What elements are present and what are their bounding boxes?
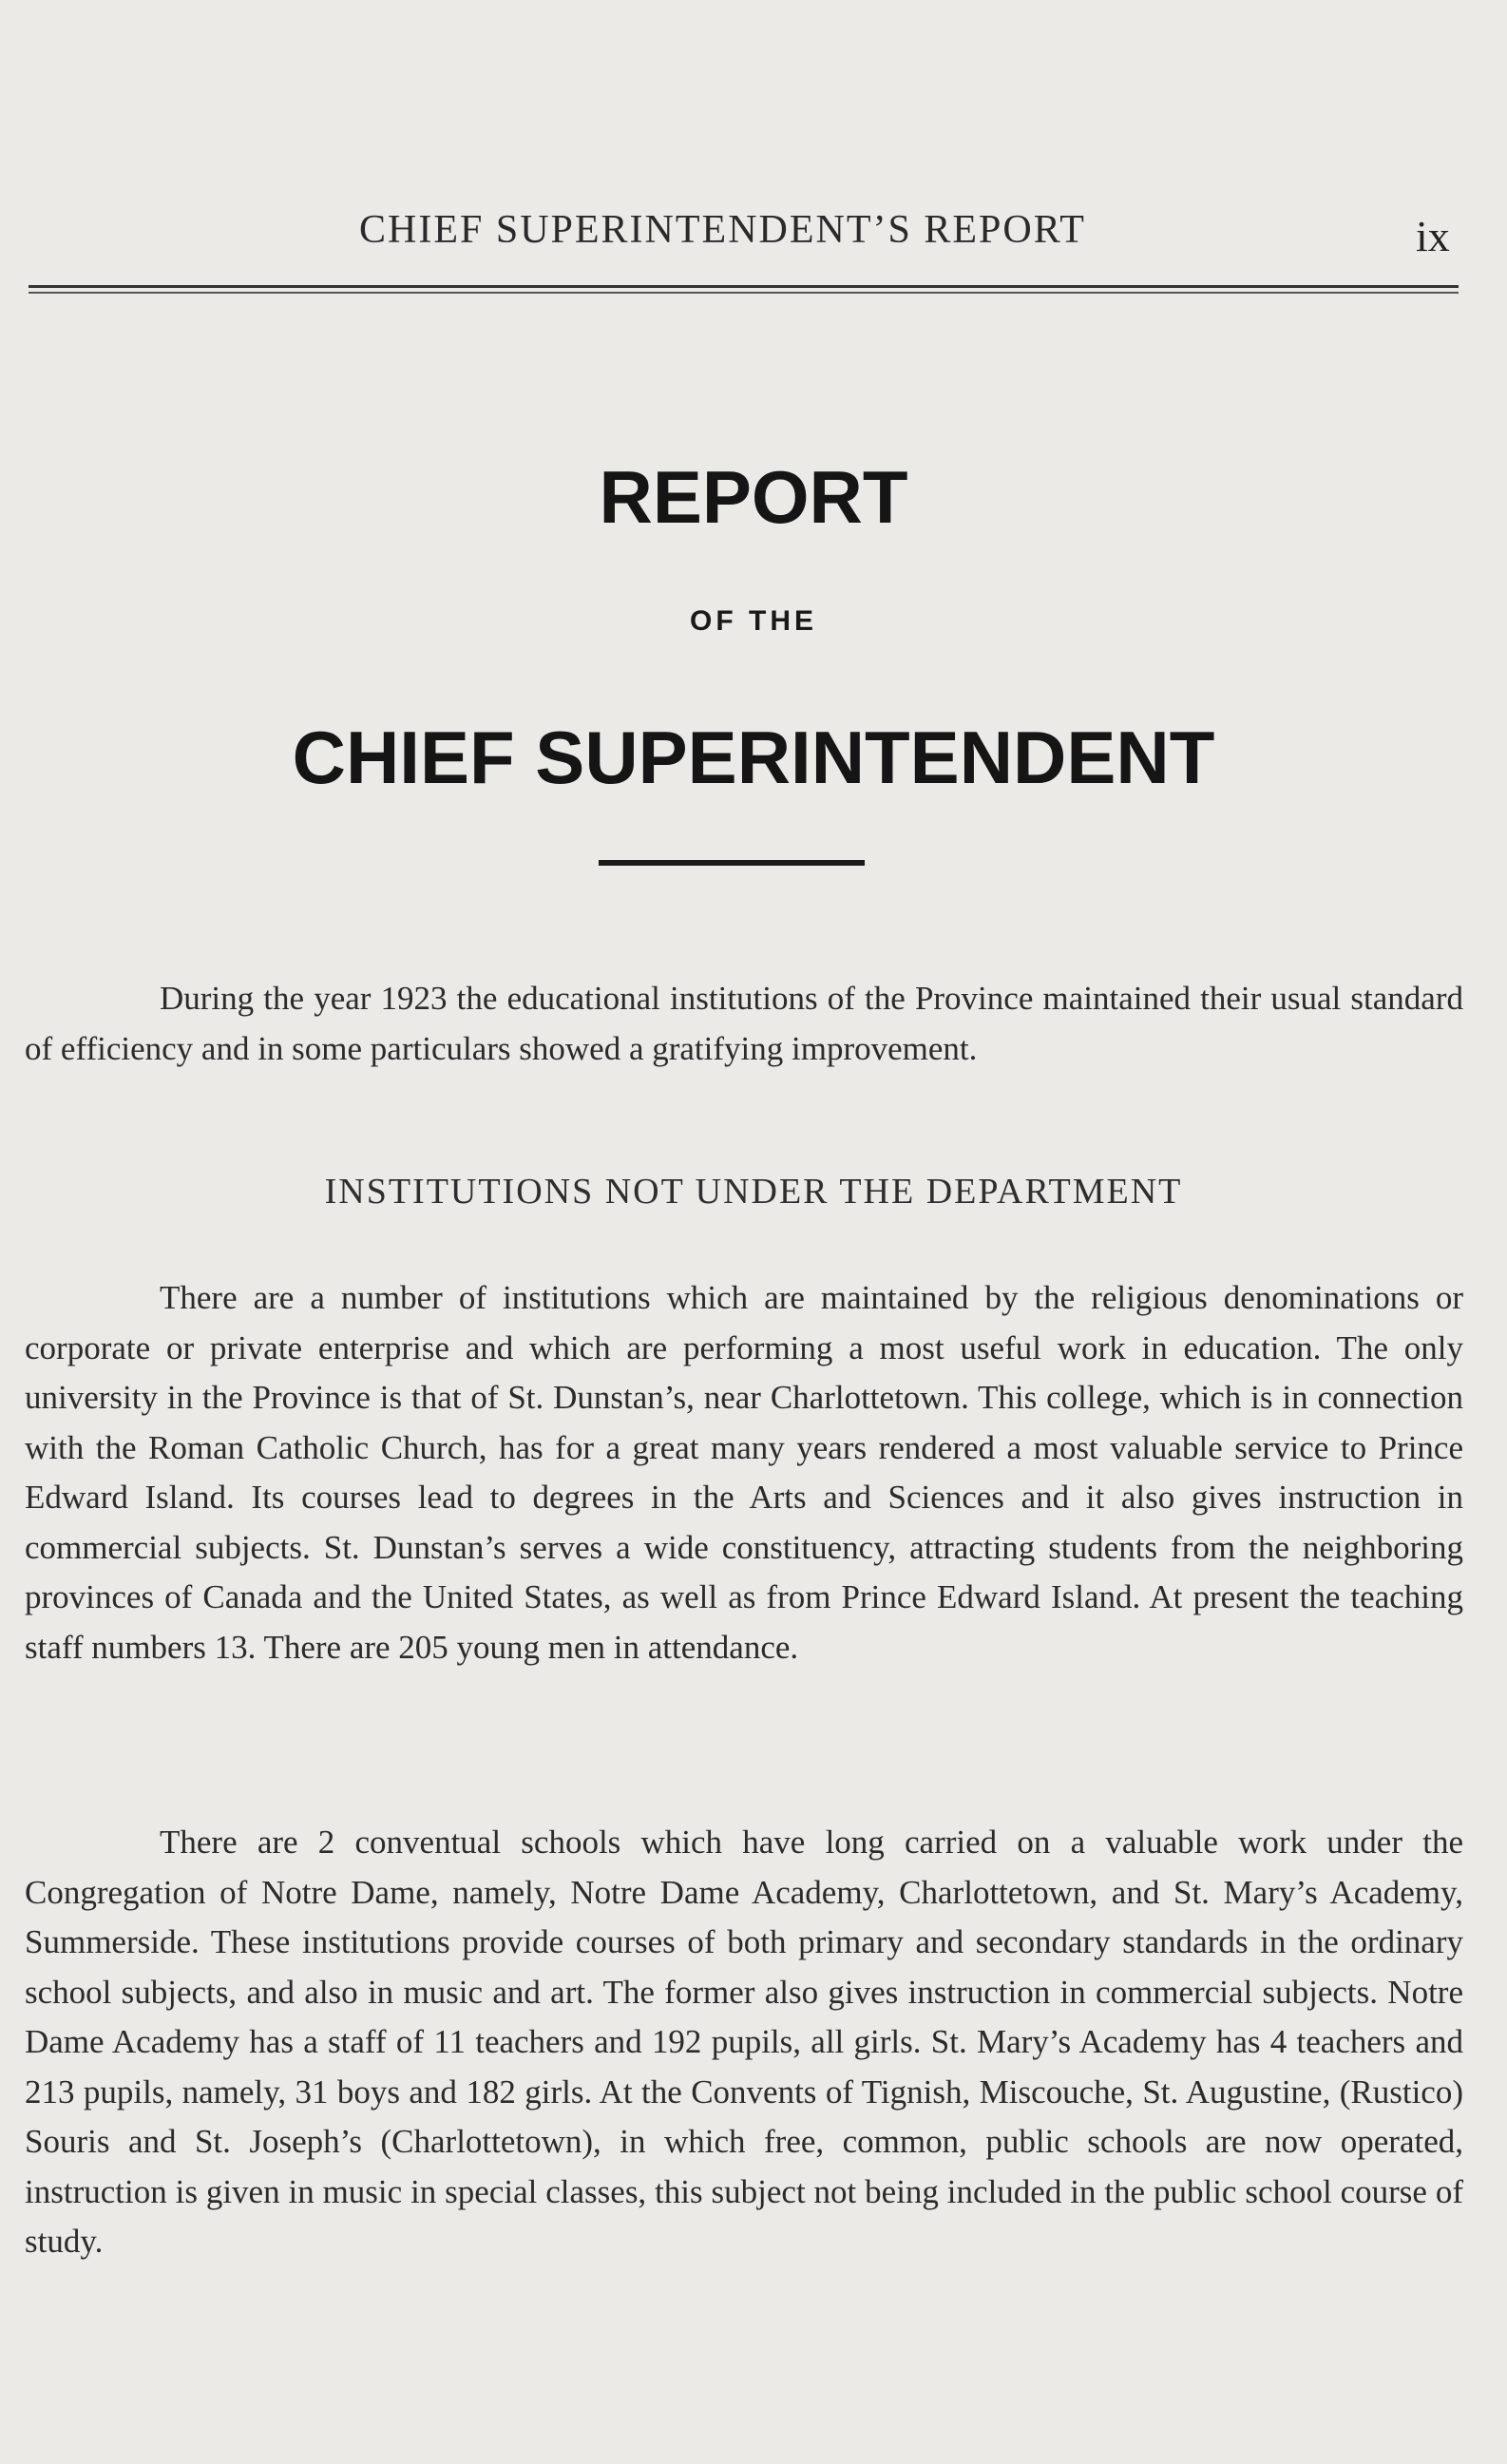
body-paragraph: There are 2 conventual schools which have long carried on a valuable work under the Congregation of Notre Dame, namely, Notre Dame Academy, Charlottetown, and St. Mary’s Academy, Summerside. These institutions provide courses of both primary and secondary standards in the ordinary school subjects, and also in music and art. The former also gives instruction in commercial subjects. Notre Dame Academy has a staff of 11 teachers and 192 pupils, all girls. St. Mary’s Academy has 4 teachers and 213 pupils, namely, 31 boys and 182 girls. At the Convents of Tignish, Miscouche, St. Augustine, (Rustico) Souris and St. Joseph’s (Charlottetown), in which free, common, public schools are now operated, instruction is given in music in special classes, this subject not being included in the public school course of study. — [25, 1824, 1463, 2260]
header-rule-top — [29, 285, 1459, 288]
page-number: ix — [1416, 212, 1450, 260]
running-head — [0, 207, 1507, 264]
report-title-connector: OF THE — [690, 605, 817, 637]
header-double-rule — [29, 285, 1459, 296]
report-title: REPORT — [599, 455, 908, 539]
section-heading: INSTITUTIONS NOT UNDER THE DEPARTMENT — [324, 1172, 1183, 1212]
header-rule-bottom — [29, 292, 1459, 294]
title-rule — [599, 860, 865, 866]
report-subtitle: CHIEF SUPERINTENDENT — [292, 716, 1215, 799]
running-head-title: CHIEF SUPERINTENDENT’S REPORT — [359, 208, 1086, 252]
intro-paragraph: During the year 1923 the educational institutions of the Province maintained their usual standard of efficiency and in some particulars showed a gratifying improvement. — [25, 980, 1463, 1067]
body-paragraph: There are a number of institutions which are maintained by the religious denominations or corporate or private enterprise and which are performing a most useful work in education. The only university in the Province is that of St. Dunstan’s, near Charlottetown. This college, which is in connection with the Roman Catholic Church, has for a great many years rendered a most valuable service to Prince Edward Island. Its courses lead to degrees in the Arts and Sciences and it also gives instruction in commercial subjects. St. Dunstan’s serves a wide constituency, attracting students from the neighboring provinces of Canada and the United States, as well as from Prince Edward Island. At present the teaching staff numbers 13. There are 205 young men in attendance. — [25, 1279, 1463, 1666]
